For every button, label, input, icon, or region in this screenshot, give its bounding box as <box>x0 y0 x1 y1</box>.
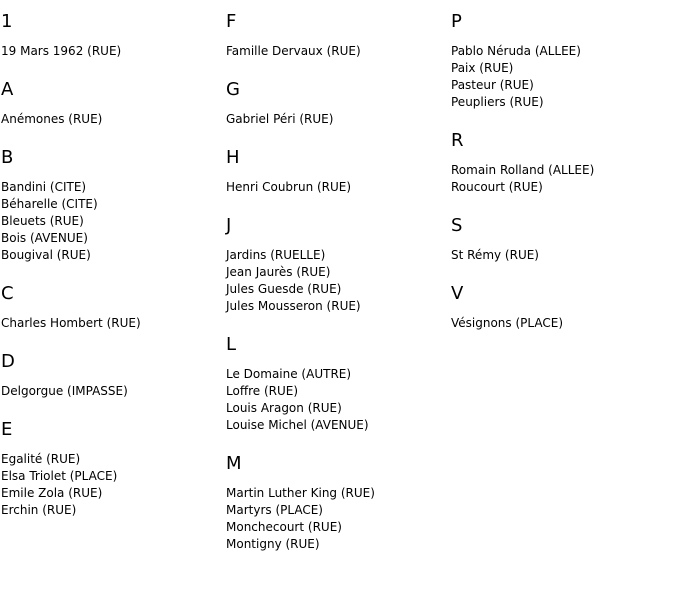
street-index-column-2 <box>226 0 446 553</box>
street-link[interactable]: Erchin (RUE) <box>1 503 77 517</box>
section-letter-heading: L <box>226 334 237 355</box>
letter-section <box>226 454 446 553</box>
section-letter-heading: P <box>451 11 462 32</box>
letter-section <box>226 12 446 60</box>
section-letter-heading: M <box>226 453 242 474</box>
section-letter-heading: J <box>226 215 232 236</box>
street-link[interactable]: Emile Zola (RUE) <box>1 486 103 500</box>
street-link[interactable]: Delgorgue (IMPASSE) <box>1 384 128 398</box>
street-link[interactable]: Jules Guesde (RUE) <box>226 282 342 296</box>
street-list <box>1 43 221 60</box>
letter-section <box>451 216 671 264</box>
letter-section <box>1 284 221 332</box>
letter-section <box>451 12 671 111</box>
street-link[interactable]: Monchecourt (RUE) <box>226 520 342 534</box>
street-link[interactable]: Jules Mousseron (RUE) <box>226 299 361 313</box>
street-list <box>226 179 446 196</box>
street-link[interactable]: Anémones (RUE) <box>1 112 103 126</box>
street-link[interactable]: Louis Aragon (RUE) <box>226 401 342 415</box>
street-index-column-3 <box>451 0 671 332</box>
street-link[interactable]: Bois (AVENUE) <box>1 231 88 245</box>
section-letter-heading: C <box>1 283 14 304</box>
street-link[interactable]: Henri Coubrun (RUE) <box>226 180 352 194</box>
street-list <box>226 247 446 315</box>
section-letter-heading: G <box>226 79 240 100</box>
street-link[interactable]: Pablo Néruda (ALLEE) <box>451 44 581 58</box>
street-link[interactable]: Martyrs (PLACE) <box>226 503 323 517</box>
street-list <box>1 383 221 400</box>
street-list <box>451 43 671 111</box>
street-list <box>451 247 671 264</box>
street-link[interactable]: Jardins (RUELLE) <box>226 248 326 262</box>
section-letter-heading: R <box>451 130 464 151</box>
street-link[interactable]: Montigny (RUE) <box>226 537 320 551</box>
letter-section <box>1 352 221 400</box>
street-link[interactable]: Roucourt (RUE) <box>451 180 543 194</box>
street-link[interactable]: Famille Dervaux (RUE) <box>226 44 361 58</box>
street-link[interactable]: Gabriel Péri (RUE) <box>226 112 334 126</box>
letter-section <box>451 284 671 332</box>
street-list <box>1 111 221 128</box>
street-list <box>226 43 446 60</box>
street-link[interactable]: Peupliers (RUE) <box>451 95 544 109</box>
street-link[interactable]: Paix (RUE) <box>451 61 514 75</box>
letter-section <box>226 80 446 128</box>
street-link[interactable]: Jean Jaurès (RUE) <box>226 265 331 279</box>
section-letter-heading: E <box>1 419 13 440</box>
letter-section <box>226 148 446 196</box>
street-list <box>451 162 671 196</box>
street-link[interactable]: Béharelle (CITE) <box>1 197 98 211</box>
letter-section <box>1 12 221 60</box>
section-letter-heading: F <box>226 11 237 32</box>
street-list <box>451 315 671 332</box>
street-link[interactable]: Egalité (RUE) <box>1 452 81 466</box>
section-letter-heading: H <box>226 147 240 168</box>
street-link[interactable]: Romain Rolland (ALLEE) <box>451 163 595 177</box>
street-list <box>226 111 446 128</box>
letter-section <box>226 216 446 315</box>
street-link[interactable]: Louise Michel (AVENUE) <box>226 418 369 432</box>
street-list <box>1 451 221 519</box>
letter-section <box>1 80 221 128</box>
section-letter-heading: B <box>1 147 14 168</box>
letter-section <box>1 420 221 519</box>
street-link[interactable]: Le Domaine (AUTRE) <box>226 367 352 381</box>
street-link[interactable]: Bougival (RUE) <box>1 248 91 262</box>
street-link[interactable]: Vésignons (PLACE) <box>451 316 564 330</box>
street-index-column-1 <box>1 0 221 519</box>
street-link[interactable]: 19 Mars 1962 (RUE) <box>1 44 122 58</box>
street-link[interactable]: Pasteur (RUE) <box>451 78 534 92</box>
street-list <box>226 366 446 434</box>
street-link[interactable]: St Rémy (RUE) <box>451 248 539 262</box>
street-list <box>1 179 221 264</box>
letter-section <box>226 335 446 434</box>
section-letter-heading: D <box>1 351 15 372</box>
street-link[interactable]: Elsa Triolet (PLACE) <box>1 469 118 483</box>
section-letter-heading: 1 <box>1 11 13 32</box>
street-link[interactable]: Loffre (RUE) <box>226 384 299 398</box>
letter-section <box>451 131 671 196</box>
letter-section <box>1 148 221 264</box>
street-link[interactable]: Martin Luther King (RUE) <box>226 486 375 500</box>
street-list <box>1 315 221 332</box>
street-link[interactable]: Bandini (CITE) <box>1 180 87 194</box>
section-letter-heading: V <box>451 283 464 304</box>
section-letter-heading: A <box>1 79 14 100</box>
street-link[interactable]: Charles Hombert (RUE) <box>1 316 141 330</box>
section-letter-heading: S <box>451 215 463 236</box>
street-link[interactable]: Bleuets (RUE) <box>1 214 84 228</box>
street-list <box>226 485 446 553</box>
